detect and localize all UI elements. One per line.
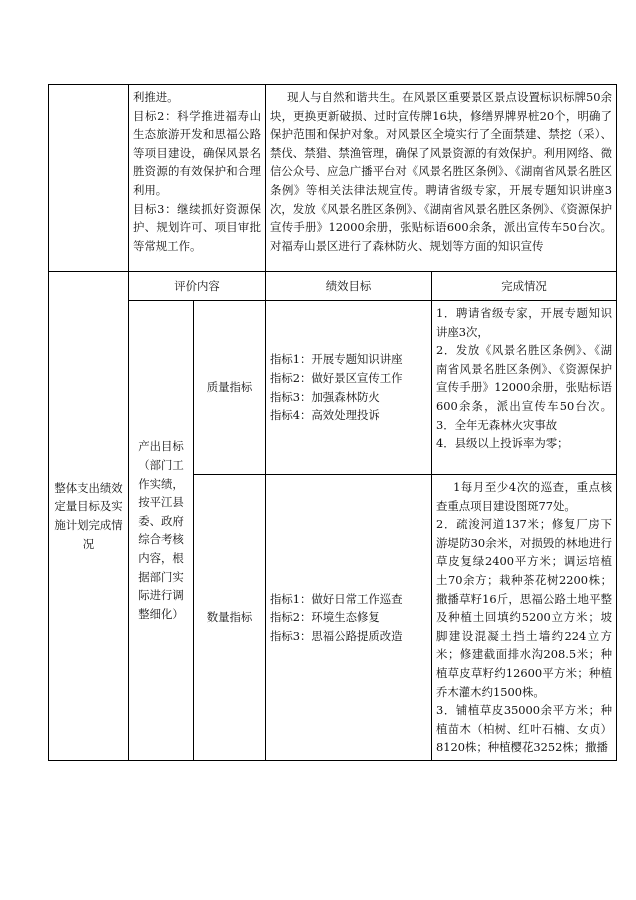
quality-indicator: 指标1：开展专题知识讲座 <box>270 352 403 367</box>
quality-completion-cell <box>432 301 617 475</box>
output-goal-title: 产出目标 <box>138 439 184 454</box>
goal-2: 目标2：科学推进福寿山生态旅游开发和思福公路等项目建设，确保风景名胜资源的有效保护和合理利用。 <box>133 108 261 197</box>
header-row <box>49 272 617 301</box>
progress-narrative: 现人与自然和谐共生。在风景区重要景区景点设置标识标牌50余块，更换更新破损、过时宣传牌16块，修缮界牌界桩20个，明确了保护范围和保护对象。对风景区全境实行了全面禁建、禁挖（采）、禁伐、禁猎、禁渔管理，确保了风景资源的有效保护。利用网络、微信公众号、应急广播平台对《风景名胜区条例》、《湖南省风景名胜区条例》等相关法律法规宣传。聘请省级专家，开展专题知识讲座3次，发放《风景名胜区条例》、《湖南省风景名胜区条例》、《资源保护宣传手册》12000余册，张贴标语600余条，派出宣传车50台次。对福寿山景区进行了森林防火、规划等方面的知识宣传 <box>270 90 613 253</box>
quantity-indicators-cell <box>266 475 432 761</box>
output-goal-cell <box>129 301 194 761</box>
quantity-completion-item: 3．铺植草皮35000余平方米；种植苗木（柏树、红叶石楠、女贞）8120株；种植樱花3252株；撒播 <box>436 703 613 755</box>
header-target: 绩效目标 <box>266 272 432 301</box>
quantity-label: 数量指标 <box>206 610 253 625</box>
goal-3: 目标3：继续抓好资源保护、规划许可、项目审批等常规工作。 <box>133 201 261 253</box>
quantity-indicator: 指标1：做好日常工作巡查 <box>270 591 403 606</box>
goal-continuation: 利推进。 <box>133 90 179 104</box>
quality-indicators-cell <box>266 301 432 475</box>
blank-label-cell <box>49 85 129 272</box>
quality-completion-item: 1．聘请省级专家，开展专题知识讲座3次， <box>436 306 613 339</box>
quality-row <box>49 301 617 475</box>
annual-goal-cell <box>129 85 266 272</box>
quality-indicator: 指标2：做好景区宣传工作 <box>270 370 403 385</box>
quantity-label-cell <box>194 475 266 761</box>
annual-progress-cell <box>266 85 617 272</box>
quality-completion-item: 2．发放《风景名胜区条例》、《湖南省风景名胜区条例》、《资源保护宣传手册》12000余册，张贴标语600余条，派出宣传车50台次。3．全年无森林火灾事故 <box>436 343 613 432</box>
annual-goal-row <box>49 85 617 272</box>
header-content: 评价内容 <box>129 272 266 301</box>
quality-indicator: 指标4：高效处理投诉 <box>270 408 380 423</box>
performance-table-frame <box>48 84 616 761</box>
quality-completion-item: 4．县级以上投诉率为零； <box>436 436 569 451</box>
quantity-completion-cell <box>432 475 617 761</box>
quality-label-cell <box>194 301 266 475</box>
performance-table <box>48 84 617 761</box>
section-label: 整体支出绩效定量目标及实施计划完成情况 <box>54 480 123 551</box>
quantity-completion-item: 1每月至少4次的巡查，重点核查重点项目建设图斑77处。 <box>436 480 613 513</box>
section-label-cell <box>49 272 129 761</box>
quantity-indicator: 指标3：思福公路提质改造 <box>270 628 403 643</box>
quality-label: 质量指标 <box>206 380 253 395</box>
quantity-completion-item: 2．疏浚河道137米；修复厂房下游堤防30余米，对损毁的林地进行草皮复绿2400平方米；调运培植土70余方；栽种茶花树2200株；撒播草籽16斤，思福公路土地平整及种植土回填约5200立方米；坡脚建设混凝土挡土墙约224立方米；修建截面排水沟208.5米；种植草皮草籽约12600平方米；种植乔木灌木约1500株。 <box>436 517 613 699</box>
quality-indicator: 指标3：加强森林防火 <box>270 389 380 404</box>
header-completion: 完成情况 <box>432 272 617 301</box>
quantity-indicator: 指标2：环境生态修复 <box>270 610 380 625</box>
output-goal-note: （部门工作实绩，按平江县委、政府综合考核内容，根据部门实际进行调整细化） <box>138 458 184 621</box>
